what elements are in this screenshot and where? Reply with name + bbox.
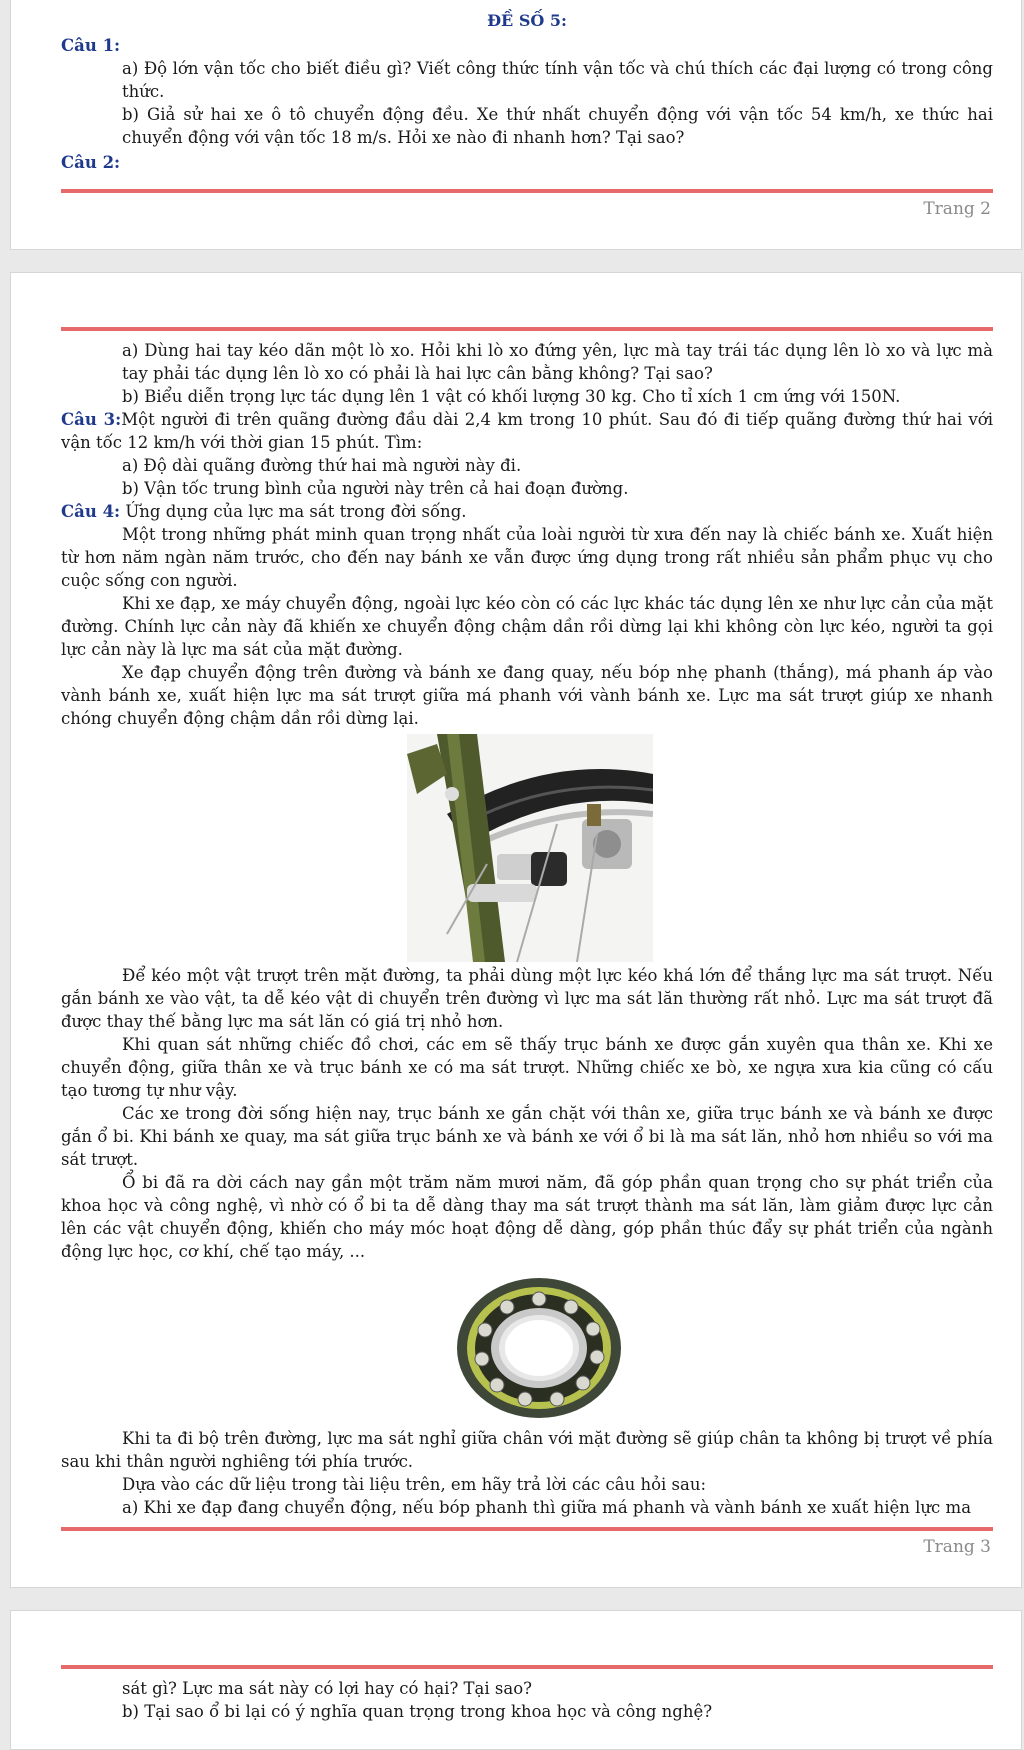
question-4a-part2: sát gì? Lực ma sát này có lợi hay có hại? Tại sao?: [122, 1679, 533, 1698]
question-1a: a) Độ lớn vận tốc cho biết điều gì? Viết công thức tính vận tốc và chú thích các đại lượng có trong công thức.: [122, 59, 993, 101]
page-3-content: [61, 339, 993, 1519]
paragraph-static-friction: Khi ta đi bộ trên đường, lực ma sát nghỉ giữa chân với mặt đường sẽ giúp chân ta không bị trượt về phía sau khi thân người nghiêng tới phía trước.: [61, 1429, 993, 1471]
header-rule: [61, 1665, 993, 1669]
header-rule: [61, 327, 993, 331]
question-3b: b) Vận tốc trung bình của người này trên cả hai đoạn đường.: [122, 479, 629, 498]
paragraph-toy-axle: Khi quan sát những chiếc đồ chơi, các em sẽ thấy trục bánh xe được gắn xuyên qua thân xe. Khi xe chuyển động, giữa thân xe và trục bánh xe có ma sát trượt. Những chiếc xe bò, xe ngựa xưa kia cũng có cấu tạo tương tự như vậy.: [61, 1035, 993, 1100]
question-2a: a) Dùng hai tay kéo dãn một lò xo. Hỏi khi lò xo đứng yên, lực mà tay trái tác dụng lên lò xo và lực mà tay phải tác dụng lên lò xo có phải là hai lực cân bằng không? Tại sao?: [122, 341, 993, 383]
question-1b: b) Giả sử hai xe ô tô chuyển động đều. Xe thứ nhất chuyển động với vận tốc 54 km/h, xe thức hai chuyển động với vận tốc 18 m/s. Hỏi xe nào đi nhanh hơn? Tại sao?: [122, 105, 993, 147]
question-3-text: Một người đi trên quãng đường đầu dài 2,4 km trong 10 phút. Sau đó đi tiếp quãng đường thứ hai với vận tốc 12 km/h với thời gian 15 phút. Tìm:: [61, 410, 993, 452]
question-2b: b) Biểu diễn trọng lực tác dụng lên 1 vật có khối lượng 30 kg. Cho tỉ xích 1 cm ứng với 150N.: [122, 387, 901, 406]
question-3: [61, 408, 993, 454]
ball-bearing-image: [449, 1273, 629, 1423]
footer-rule: [61, 189, 993, 193]
paragraph-rolling-friction: Để kéo một vật trượt trên mặt đường, ta phải dùng một lực kéo khá lớn để thắng lực ma sát trượt. Nếu gắn bánh xe vào vật, ta dễ kéo vật di chuyển trên đường vì lực ma sát lăn thường rất nhỏ. Lực ma sát trượt đã được thay thế bằng lực ma sát lăn có giá trị nhỏ hơn.: [61, 966, 993, 1031]
page-2-content: [61, 9, 993, 174]
footer-rule: [61, 1527, 993, 1531]
paragraph-ball-bearing-history: Ổ bi đã ra dời cách nay gần một trăm năm mươi năm, đã góp phần quan trọng cho sự phát triển của khoa học và công nghệ, vì nhờ có ổ bi ta dễ dàng thay ma sát trượt thành ma sát lăn, làm giảm được lực cản lên các vật chuyển động, khiến cho máy móc hoạt động dễ dàng, góp phần thúc đẩy sự phát triển của ngành động lực học, cơ khí, chế tạo máy, ...: [61, 1173, 993, 1261]
document-page-4: [10, 1610, 1022, 1750]
paragraph-instruction: Dựa vào các dữ liệu trong tài liệu trên, em hãy trả lời các câu hỏi sau:: [122, 1475, 707, 1494]
question-3a: a) Độ dài quãng đường thứ hai mà người này đi.: [122, 456, 522, 475]
question-4b: b) Tại sao ổ bi lại có ý nghĩa quan trọng trong khoa học và công nghệ?: [122, 1702, 713, 1721]
paragraph-brake-friction: Xe đạp chuyển động trên đường và bánh xe đang quay, nếu bóp nhẹ phanh (thắng), má phanh áp vào vành bánh xe, xuất hiện lực ma sát trượt giữa má phanh với vành bánh xe. Lực ma sát trượt giúp xe nhanh chóng chuyển động chậm dần rồi dừng lại.: [61, 663, 993, 728]
question-4-label: Câu 4:: [61, 502, 121, 521]
question-4: [61, 500, 993, 523]
question-1-label: Câu 1:: [61, 36, 121, 55]
document-page-3: [10, 272, 1022, 1588]
exam-title: ĐỀ SỐ 5:: [487, 11, 567, 30]
page-4-content: [61, 1677, 993, 1723]
paragraph-road-friction: Khi xe đạp, xe máy chuyển động, ngoài lực kéo còn có các lực khác tác dụng lên xe như lực cản của mặt đường. Chính lực cản này đã khiến xe chuyển động chậm dần rồi dừng lại khi không còn lực kéo, người ta gọi lực cản này là lực ma sát của mặt đường.: [61, 594, 993, 659]
question-2-label: Câu 2:: [61, 153, 121, 172]
paragraph-wheel-history: Một trong những phát minh quan trọng nhất của loài người từ xưa đến nay là chiếc bánh xe. Xuất hiện từ hơn năm ngàn năm trước, cho đến nay bánh xe vẫn được ứng dụng trong rất nhiều sản phẩm phục vụ cho cuộc sống con người.: [61, 525, 993, 590]
paragraph-ball-bearing-use: Các xe trong đời sống hiện nay, trục bánh xe gắn chặt với thân xe, giữa trục bánh xe và bánh xe được gắn ổ bi. Khi bánh xe quay, ma sát giữa trục bánh xe và bánh xe với ổ bi là ma sát lăn, nhỏ hơn nhiều so với ma sát trượt.: [61, 1104, 993, 1169]
bicycle-brake-image: [407, 734, 653, 962]
page-number: Trang 2: [923, 199, 991, 219]
document-page-2: [10, 0, 1022, 250]
question-4a-part1: a) Khi xe đạp đang chuyển động, nếu bóp phanh thì giữa má phanh và vành bánh xe xuất hiện lực ma: [122, 1498, 972, 1517]
question-3-label: Câu 3:: [61, 410, 122, 429]
question-4-title: Ứng dụng của lực ma sát trong đời sống.: [120, 502, 467, 521]
page-number: Trang 3: [923, 1537, 991, 1557]
